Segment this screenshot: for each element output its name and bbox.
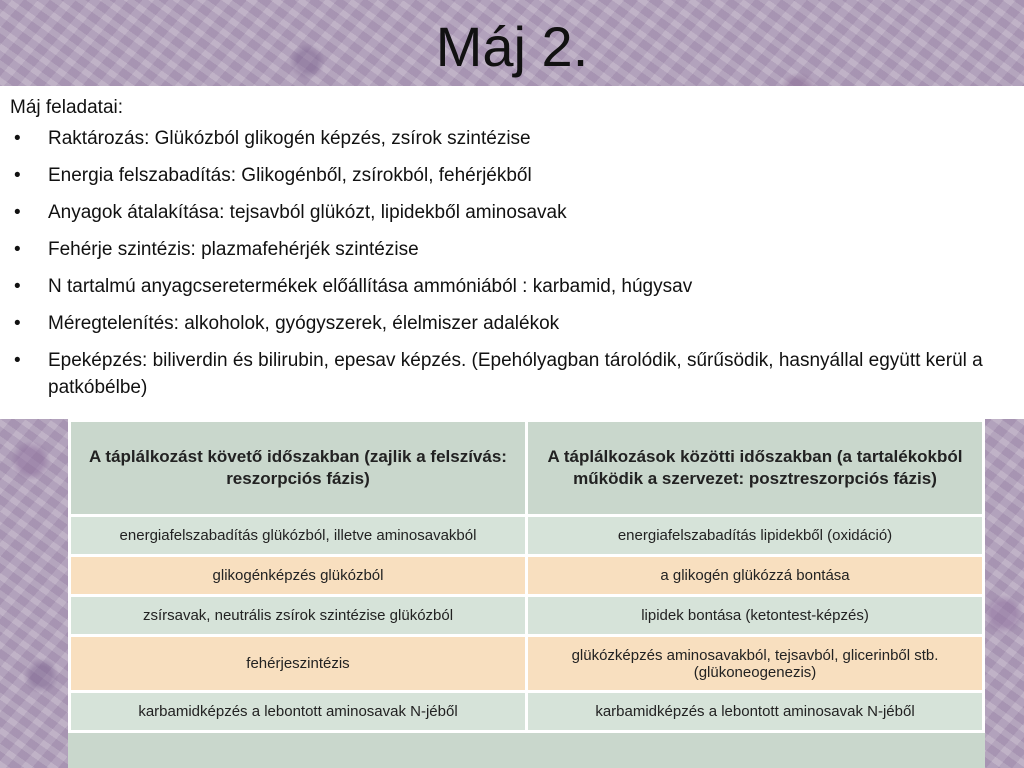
table-cell: zsírsavak, neutrális zsírok szintézise glükózból	[70, 596, 527, 636]
table-cell: energiafelszabadítás glükózból, illetve aminosavakból	[70, 516, 527, 556]
bullet-dot: •	[14, 350, 21, 371]
bullet-dot: •	[14, 202, 21, 223]
bullet-item	[10, 125, 1004, 152]
table-cell: energiafelszabadítás lipidekből (oxidáció)	[527, 516, 984, 556]
bullet-item	[10, 273, 1004, 300]
table	[68, 419, 985, 733]
table-cell: glükózképzés aminosavakból, tejsavból, glicerinből stb. (glükoneogenezis)	[527, 636, 984, 692]
bullet-dot: •	[14, 165, 21, 186]
bullet-list	[10, 125, 1004, 401]
table-header-cell: A táplálkozást követő időszakban (zajlik a felszívás: reszorpciós fázis)	[70, 421, 527, 516]
table-header-row	[70, 421, 984, 516]
comparison-table	[68, 419, 985, 768]
bullet-item	[10, 236, 1004, 263]
bullet-dot: •	[14, 239, 21, 260]
table-row	[70, 516, 984, 556]
bullet-item	[10, 310, 1004, 337]
bullet-text: Energia felszabadítás: Glikogénből, zsírokból, fehérjékből	[48, 165, 532, 186]
bullet-dot: •	[14, 128, 21, 149]
table-row	[70, 556, 984, 596]
bullet-text: Raktározás: Glükózból glikogén képzés, zsírok szintézise	[48, 128, 531, 149]
slide-title: Máj 2.	[435, 15, 589, 78]
table-row	[70, 692, 984, 732]
bullet-text: Méregtelenítés: alkoholok, gyógyszerek, élelmiszer adalékok	[48, 313, 560, 334]
bullet-item	[10, 199, 1004, 226]
table-cell: karbamidképzés a lebontott aminosavak N-jéből	[70, 692, 527, 732]
table-cell: fehérjeszintézis	[70, 636, 527, 692]
table-header-cell: A táplálkozások közötti időszakban (a tartalékokból működik a szervezet: posztreszorpciós fázis)	[527, 421, 984, 516]
table-row	[70, 636, 984, 692]
bullet-text: Fehérje szintézis: plazmafehérjék szintézise	[48, 239, 419, 260]
bullet-dot: •	[14, 313, 21, 334]
table-cell: a glikogén glükózzá bontása	[527, 556, 984, 596]
table-cell: lipidek bontása (ketontest-képzés)	[527, 596, 984, 636]
bullet-text: Anyagok átalakítása: tejsavból glükózt, lipidekből aminosavak	[48, 202, 567, 223]
table-cell: karbamidképzés a lebontott aminosavak N-jéből	[527, 692, 984, 732]
bullet-dot: •	[14, 276, 21, 297]
bullet-item	[10, 347, 1004, 401]
bullet-text: Epeképzés: biliverdin és bilirubin, epesav képzés. (Epehólyagban tárolódik, sűrűsödik, hasnyállal együtt kerül a patkóbélbe)	[48, 350, 983, 398]
intro-text: Máj feladatai:	[10, 97, 124, 118]
bullet-item	[10, 162, 1004, 189]
table-row	[70, 596, 984, 636]
text-box	[0, 86, 1024, 419]
bullet-text: N tartalmú anyagcseretermékek előállítása ammóniából : karbamid, húgysav	[48, 276, 693, 297]
table-cell: glikogénképzés glükózból	[70, 556, 527, 596]
